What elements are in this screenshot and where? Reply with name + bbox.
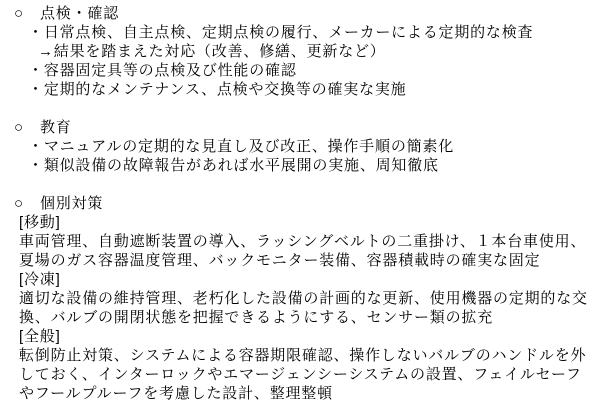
arrow-text: →結果を踏まえた対応（改善、修繕、更新など） bbox=[38, 43, 386, 60]
list-item bbox=[0, 156, 600, 175]
bullet-dot: ・ bbox=[28, 138, 44, 155]
paragraph-line bbox=[0, 384, 600, 403]
paragraph-text: 換、バルブの開閉状態を把握できるようにする、センサー類の拡充 bbox=[19, 309, 494, 326]
bullet-dot: ・ bbox=[28, 81, 44, 98]
list-item bbox=[0, 137, 600, 156]
bullet-dot: ・ bbox=[28, 24, 44, 41]
section-gap bbox=[0, 175, 600, 194]
subsection-label-general bbox=[0, 327, 600, 346]
section-heading-education bbox=[0, 118, 600, 137]
paragraph-text: しておく、インターロックやエマージェンシーシステムの設置、フェイルセーフ bbox=[19, 366, 582, 383]
paragraph-line bbox=[0, 232, 600, 251]
subsection-label-text: [移動] bbox=[19, 214, 61, 231]
section-title: 個別対策 bbox=[40, 195, 104, 212]
paragraph-line bbox=[0, 251, 600, 270]
list-item-text: マニュアルの定期的な見直し及び改正、操作手順の簡素化 bbox=[43, 138, 455, 155]
section-gap bbox=[0, 99, 600, 118]
document bbox=[0, 4, 600, 403]
paragraph-text: 適切な設備の維持管理、老朽化した設備の計画的な更新、使用機器の定期的な交 bbox=[19, 290, 588, 307]
bullet-dot: ・ bbox=[28, 157, 44, 174]
section-title: 点検・確認 bbox=[40, 5, 120, 22]
paragraph-text: 転倒防止対策、システムによる容器期限確認、操作しないバルブのハンドルを外 bbox=[19, 347, 587, 364]
section-heading-inspection bbox=[0, 4, 600, 23]
bullet-dot: ・ bbox=[28, 62, 44, 79]
section-heading-individual-measures bbox=[0, 194, 600, 213]
circle-marker: ○ bbox=[14, 195, 24, 212]
paragraph-text: 車両管理、自動遮断装置の導入、ラッシングベルトの二重掛け、１本台車使用、 bbox=[19, 233, 587, 250]
paragraph-text: やフールプルーフを考慮した設計、整理整頓 bbox=[19, 385, 333, 402]
list-item bbox=[0, 23, 600, 42]
list-item-continuation bbox=[0, 42, 600, 61]
paragraph-line bbox=[0, 289, 600, 308]
list-item bbox=[0, 61, 600, 80]
circle-marker: ○ bbox=[14, 5, 24, 22]
paragraph-line bbox=[0, 346, 600, 365]
paragraph-line bbox=[0, 308, 600, 327]
list-item-text: 日常点検、自主点検、定期点検の履行、メーカーによる定期的な検査 bbox=[43, 24, 534, 41]
list-item-text: 容器固定具等の点検及び性能の確認 bbox=[43, 62, 297, 79]
list-item bbox=[0, 80, 600, 99]
circle-marker: ○ bbox=[14, 119, 24, 136]
paragraph-text: 夏場のガス容器温度管理、バックモニター装備、容器積載時の確実な固定 bbox=[19, 252, 541, 269]
subsection-label-text: [冷凍] bbox=[19, 271, 61, 288]
list-item-text: 定期的なメンテナンス、点検や交換等の確実な実施 bbox=[43, 81, 407, 98]
section-title: 教育 bbox=[40, 119, 72, 136]
paragraph-line bbox=[0, 365, 600, 384]
subsection-label-refrigeration bbox=[0, 270, 600, 289]
subsection-label-mobile bbox=[0, 213, 600, 232]
subsection-label-text: [全般] bbox=[19, 328, 61, 345]
list-item-text: 類似設備の故障報告があれば水平展開の実施、周知徹底 bbox=[43, 157, 439, 174]
